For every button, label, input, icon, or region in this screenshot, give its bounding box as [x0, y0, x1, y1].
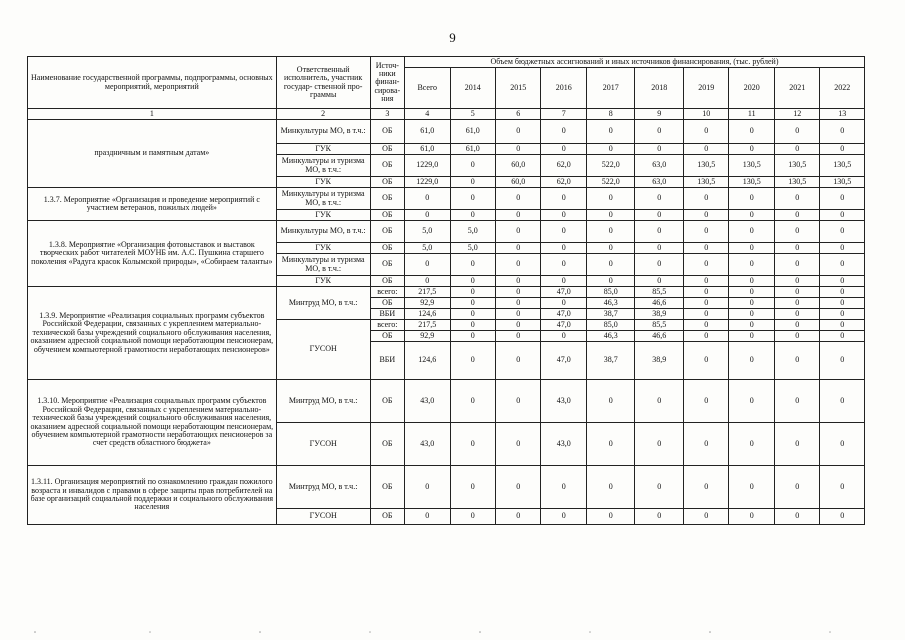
header-year: 2021	[774, 68, 819, 109]
value-year: 0	[683, 287, 728, 298]
program-name: праздничным и памятным датам»	[28, 120, 277, 188]
value-year: 0	[635, 221, 684, 243]
value-year: 0	[774, 320, 819, 331]
value-year: 0	[683, 320, 728, 331]
responsible: ГУК	[276, 210, 370, 221]
header-year: 2018	[635, 68, 684, 109]
value-year: 47,0	[541, 342, 586, 380]
value-year: 0	[729, 380, 774, 423]
program-name: 1.3.10. Мероприятие «Реализация социальных программ субъектов Российской Федерации, связанных с укреплением материально-технической базы учреждений социального обслуживания населения, оказанием адресной социальной помощи неработающим пенсионерам, обучением компьютерной грамотности неработающих пенсионеров за счет средств областного бюджета»	[28, 380, 277, 466]
value-year: 0	[450, 342, 495, 380]
value-year: 47,0	[541, 320, 586, 331]
program-name: 1.3.8. Мероприятие «Организация фотовыставок и выставок творческих работ читателей МОУНБ им. А.С. Пушкина старшего поколения «Радуга красок Колымской природы», «Собираем таланты»	[28, 221, 277, 287]
value-year: 0	[541, 276, 586, 287]
funding-source: ВБИ	[370, 342, 404, 380]
value-year: 130,5	[729, 177, 774, 188]
value-total: 217,5	[405, 320, 450, 331]
column-number: 1	[28, 109, 277, 120]
value-year: 5,0	[450, 243, 495, 254]
value-year: 0	[586, 276, 635, 287]
value-year: 130,5	[729, 155, 774, 177]
funding-source: ОБ	[370, 509, 404, 525]
value-year: 0	[450, 210, 495, 221]
value-year: 0	[820, 342, 865, 380]
value-total: 92,9	[405, 331, 450, 342]
value-year: 0	[683, 298, 728, 309]
value-year: 0	[820, 221, 865, 243]
value-year: 38,7	[586, 309, 635, 320]
value-year: 85,5	[635, 287, 684, 298]
value-year: 0	[586, 466, 635, 509]
value-year: 0	[495, 320, 540, 331]
column-number: 3	[370, 109, 404, 120]
responsible: ГУК	[276, 243, 370, 254]
header-year: 2014	[450, 68, 495, 109]
value-year: 0	[495, 509, 540, 525]
value-year: 0	[774, 210, 819, 221]
table-row	[28, 466, 865, 509]
value-year: 0	[495, 188, 540, 210]
funding-source: ОБ	[370, 423, 404, 466]
value-year: 0	[820, 120, 865, 144]
table-row	[28, 188, 865, 210]
value-year: 0	[729, 509, 774, 525]
funding-source: всего:	[370, 287, 404, 298]
responsible: Минкультуры МО, в т.ч.:	[276, 120, 370, 144]
value-year: 0	[774, 342, 819, 380]
value-year: 60,0	[495, 177, 540, 188]
responsible: ГУК	[276, 177, 370, 188]
value-year: 0	[774, 144, 819, 155]
funding-source: ОБ	[370, 380, 404, 423]
value-year: 0	[541, 144, 586, 155]
value-year: 0	[774, 298, 819, 309]
value-total: 43,0	[405, 380, 450, 423]
value-year: 0	[729, 210, 774, 221]
funding-source: ОБ	[370, 331, 404, 342]
funding-source: ОБ	[370, 254, 404, 276]
responsible: Минтруд МО, в т.ч.:	[276, 380, 370, 423]
column-number: 9	[635, 109, 684, 120]
value-year: 0	[683, 342, 728, 380]
value-year: 0	[683, 243, 728, 254]
header-year: 2015	[495, 68, 540, 109]
value-total: 0	[405, 509, 450, 525]
value-year: 0	[820, 423, 865, 466]
value-year: 0	[495, 309, 540, 320]
scan-edge-dots	[30, 630, 875, 634]
value-year: 0	[729, 243, 774, 254]
value-year: 130,5	[774, 155, 819, 177]
value-year: 0	[635, 144, 684, 155]
value-year: 0	[450, 509, 495, 525]
value-year: 0	[820, 509, 865, 525]
page-number: 9	[449, 30, 456, 45]
value-total: 124,6	[405, 342, 450, 380]
column-number: 2	[276, 109, 370, 120]
value-year: 0	[729, 221, 774, 243]
value-year: 0	[450, 155, 495, 177]
value-year: 0	[774, 423, 819, 466]
responsible: Минтруд МО, в т.ч.:	[276, 466, 370, 509]
value-year: 0	[541, 210, 586, 221]
header-source: Источ- ники финан- сирова- ния	[370, 57, 404, 109]
funding-source: ОБ	[370, 221, 404, 243]
responsible: Минкультуры МО, в т.ч.:	[276, 221, 370, 243]
value-year: 0	[729, 342, 774, 380]
value-year: 0	[729, 331, 774, 342]
value-total: 0	[405, 466, 450, 509]
value-year: 0	[586, 188, 635, 210]
value-total: 217,5	[405, 287, 450, 298]
funding-source: ОБ	[370, 188, 404, 210]
value-year: 0	[729, 188, 774, 210]
value-year: 0	[729, 309, 774, 320]
value-year: 0	[729, 298, 774, 309]
responsible: Минкультуры и туризма МО, в т.ч.:	[276, 254, 370, 276]
value-year: 0	[683, 120, 728, 144]
value-year: 0	[450, 466, 495, 509]
value-total: 0	[405, 210, 450, 221]
value-year: 0	[541, 298, 586, 309]
funding-source: ОБ	[370, 466, 404, 509]
value-year: 0	[774, 254, 819, 276]
funding-source: ОБ	[370, 210, 404, 221]
value-year: 0	[541, 221, 586, 243]
value-year: 0	[683, 331, 728, 342]
value-year: 85,0	[586, 287, 635, 298]
value-year: 0	[683, 276, 728, 287]
responsible: Минкультуры и туризма МО, в т.ч.:	[276, 188, 370, 210]
value-total: 61,0	[405, 120, 450, 144]
value-year: 0	[635, 466, 684, 509]
value-year: 0	[450, 188, 495, 210]
header-year: 2019	[683, 68, 728, 109]
value-year: 0	[495, 144, 540, 155]
value-year: 0	[450, 177, 495, 188]
value-year: 0	[729, 287, 774, 298]
value-year: 0	[820, 144, 865, 155]
value-year: 0	[495, 221, 540, 243]
value-year: 0	[820, 287, 865, 298]
value-year: 0	[635, 188, 684, 210]
value-year: 0	[820, 380, 865, 423]
value-year: 0	[635, 423, 684, 466]
header-name: Наименование государственной программы, подпрограммы, основных мероприятий, мероприятий	[28, 57, 277, 109]
header-year: 2016	[541, 68, 586, 109]
value-year: 0	[495, 210, 540, 221]
value-year: 522,0	[586, 155, 635, 177]
value-year: 0	[774, 509, 819, 525]
header-year: 2017	[586, 68, 635, 109]
value-year: 0	[541, 466, 586, 509]
value-year: 0	[586, 423, 635, 466]
value-year: 0	[635, 243, 684, 254]
value-year: 0	[495, 380, 540, 423]
value-year: 0	[729, 144, 774, 155]
column-number-row	[28, 109, 865, 120]
value-year: 0	[495, 466, 540, 509]
value-year: 60,0	[495, 155, 540, 177]
program-name: 1.3.7. Мероприятие «Организация и проведение мероприятий с участием ветеранов, пожилых людей»	[28, 188, 277, 221]
value-year: 43,0	[541, 380, 586, 423]
value-year: 0	[635, 210, 684, 221]
funding-source: ОБ	[370, 144, 404, 155]
value-year: 130,5	[683, 177, 728, 188]
value-year: 0	[450, 298, 495, 309]
value-year: 0	[729, 466, 774, 509]
value-year: 522,0	[586, 177, 635, 188]
value-year: 0	[495, 342, 540, 380]
value-year: 130,5	[774, 177, 819, 188]
value-year: 0	[774, 331, 819, 342]
value-year: 63,0	[635, 155, 684, 177]
value-year: 5,0	[450, 221, 495, 243]
value-total: 1229,0	[405, 155, 450, 177]
value-year: 0	[683, 380, 728, 423]
value-year: 0	[450, 320, 495, 331]
value-year: 0	[820, 320, 865, 331]
funding-source: ОБ	[370, 298, 404, 309]
value-year: 0	[683, 509, 728, 525]
value-year: 61,0	[450, 144, 495, 155]
value-total: 43,0	[405, 423, 450, 466]
responsible: Минкультуры и туризма МО, в т.ч.:	[276, 155, 370, 177]
value-year: 43,0	[541, 423, 586, 466]
column-number: 5	[450, 109, 495, 120]
value-year: 0	[729, 254, 774, 276]
value-total: 0	[405, 188, 450, 210]
value-year: 0	[820, 331, 865, 342]
value-year: 62,0	[541, 177, 586, 188]
value-year: 47,0	[541, 287, 586, 298]
value-year: 0	[729, 423, 774, 466]
table-row	[28, 221, 865, 243]
value-total: 124,6	[405, 309, 450, 320]
column-number: 8	[586, 109, 635, 120]
value-year: 0	[820, 276, 865, 287]
value-year: 46,3	[586, 331, 635, 342]
responsible: ГУСОН	[276, 320, 370, 380]
column-number: 6	[495, 109, 540, 120]
value-year: 0	[586, 221, 635, 243]
value-year: 0	[635, 509, 684, 525]
table-row	[28, 120, 865, 144]
value-year: 0	[820, 243, 865, 254]
value-year: 130,5	[683, 155, 728, 177]
value-year: 0	[450, 276, 495, 287]
value-year: 38,9	[635, 342, 684, 380]
value-year: 0	[683, 188, 728, 210]
funding-source: ВБИ	[370, 309, 404, 320]
value-year: 0	[586, 254, 635, 276]
value-year: 0	[586, 210, 635, 221]
value-year: 0	[586, 380, 635, 423]
value-year: 0	[683, 221, 728, 243]
value-year: 0	[774, 221, 819, 243]
funding-source: ОБ	[370, 177, 404, 188]
responsible: ГУСОН	[276, 423, 370, 466]
value-year: 46,3	[586, 298, 635, 309]
value-total: 0	[405, 254, 450, 276]
value-year: 130,5	[820, 177, 865, 188]
value-total: 61,0	[405, 144, 450, 155]
value-year: 0	[541, 188, 586, 210]
value-year: 0	[820, 309, 865, 320]
value-year: 0	[541, 509, 586, 525]
value-year: 0	[774, 120, 819, 144]
value-year: 0	[683, 210, 728, 221]
responsible: ГУК	[276, 144, 370, 155]
value-year: 0	[495, 331, 540, 342]
responsible: ГУК	[276, 276, 370, 287]
value-year: 0	[450, 380, 495, 423]
value-total: 92,9	[405, 298, 450, 309]
program-name: 1.3.11. Организация мероприятий по ознакомлению граждан пожилого возраста и инвалидов с правами в сфере защиты прав потребителей на базе организаций социальной поддержки и социального обслуживания населения	[28, 466, 277, 525]
value-year: 0	[774, 309, 819, 320]
value-year: 0	[683, 309, 728, 320]
funding-source: всего:	[370, 320, 404, 331]
value-year: 130,5	[820, 155, 865, 177]
value-year: 0	[586, 509, 635, 525]
column-number: 10	[683, 109, 728, 120]
value-year: 0	[586, 243, 635, 254]
value-year: 38,9	[635, 309, 684, 320]
responsible: ГУСОН	[276, 509, 370, 525]
value-year: 0	[820, 210, 865, 221]
value-year: 0	[774, 287, 819, 298]
value-year: 0	[774, 188, 819, 210]
header-year: 2020	[729, 68, 774, 109]
value-year: 85,5	[635, 320, 684, 331]
value-total: 0	[405, 276, 450, 287]
column-number: 7	[541, 109, 586, 120]
header-total: Всего	[405, 68, 450, 109]
value-year: 61,0	[450, 120, 495, 144]
value-year: 0	[683, 254, 728, 276]
column-number: 12	[774, 109, 819, 120]
funding-source: ОБ	[370, 120, 404, 144]
value-year: 0	[683, 423, 728, 466]
value-year: 0	[683, 144, 728, 155]
value-year: 0	[495, 423, 540, 466]
value-year: 0	[586, 144, 635, 155]
value-year: 46,6	[635, 331, 684, 342]
value-year: 0	[774, 276, 819, 287]
value-year: 0	[820, 298, 865, 309]
value-year: 0	[541, 120, 586, 144]
value-year: 0	[450, 309, 495, 320]
column-number: 11	[729, 109, 774, 120]
budget-table	[27, 56, 865, 525]
header-year: 2022	[820, 68, 865, 109]
value-year: 0	[495, 254, 540, 276]
value-year: 0	[450, 287, 495, 298]
value-year: 0	[495, 287, 540, 298]
funding-source: ОБ	[370, 155, 404, 177]
value-year: 0	[635, 120, 684, 144]
value-year: 0	[495, 120, 540, 144]
value-year: 0	[541, 243, 586, 254]
value-year: 0	[820, 188, 865, 210]
value-year: 0	[450, 423, 495, 466]
value-year: 0	[541, 254, 586, 276]
funding-source: ОБ	[370, 276, 404, 287]
column-number: 13	[820, 109, 865, 120]
value-year: 0	[450, 331, 495, 342]
value-year: 0	[635, 276, 684, 287]
header-responsible: Ответственный исполнитель, участник государ- ственной про- граммы	[276, 57, 370, 109]
value-year: 0	[774, 380, 819, 423]
value-year: 0	[729, 320, 774, 331]
value-year: 0	[729, 276, 774, 287]
header-volume: Объем бюджетных ассигнований и иных источников финансирования, (тыс. рублей)	[405, 57, 865, 68]
value-year: 0	[729, 120, 774, 144]
value-year: 63,0	[635, 177, 684, 188]
funding-source: ОБ	[370, 243, 404, 254]
column-number: 4	[405, 109, 450, 120]
value-total: 5,0	[405, 243, 450, 254]
value-year: 0	[586, 120, 635, 144]
value-year: 46,6	[635, 298, 684, 309]
value-year: 0	[635, 380, 684, 423]
value-year: 0	[495, 276, 540, 287]
value-year: 38,7	[586, 342, 635, 380]
value-year: 0	[820, 466, 865, 509]
table-row	[28, 380, 865, 423]
value-year: 62,0	[541, 155, 586, 177]
value-year: 0	[541, 331, 586, 342]
value-total: 1229,0	[405, 177, 450, 188]
program-name: 1.3.9. Мероприятие «Реализация социальных программ субъектов Российской Федерации, связанных с укреплением материально-технической базы учреждений социального обслуживания населения, оказанием адресной социальной помощи неработающим пенсионерам, обучением компьютерной грамотности неработающих пенсионеров»	[28, 287, 277, 380]
value-year: 0	[683, 466, 728, 509]
value-year: 0	[774, 466, 819, 509]
value-year: 47,0	[541, 309, 586, 320]
value-year: 0	[495, 298, 540, 309]
value-year: 0	[495, 243, 540, 254]
value-year: 85,0	[586, 320, 635, 331]
value-year: 0	[635, 254, 684, 276]
responsible: Минтруд МО, в т.ч.:	[276, 287, 370, 320]
value-total: 5,0	[405, 221, 450, 243]
value-year: 0	[774, 243, 819, 254]
value-year: 0	[820, 254, 865, 276]
table-row	[28, 287, 865, 298]
value-year: 0	[450, 254, 495, 276]
